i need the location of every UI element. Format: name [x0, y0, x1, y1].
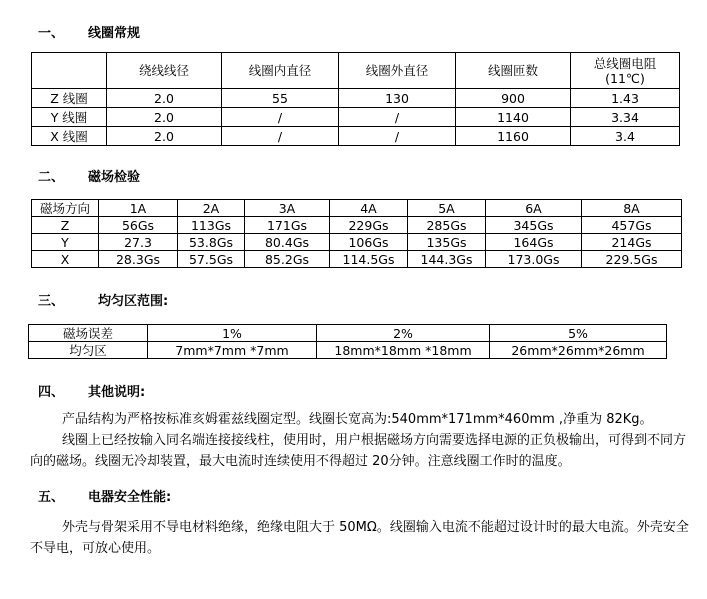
table-cell: Z — [32, 217, 99, 234]
uniform-region-table — [28, 324, 667, 359]
table-cell: 3.34 — [571, 108, 680, 127]
table-cell: 173.0Gs — [486, 251, 582, 268]
table-cell: 229Gs — [330, 217, 408, 234]
table-cell: 1.43 — [571, 89, 680, 108]
notes-line-1: 产品结构为严格按标准亥姆霍兹线圈定型。线圈长宽高为:540mm*171mm*460mm ,净重为 82Kg。 — [62, 412, 653, 427]
table-cell: 26mm*26mm*26mm — [490, 342, 667, 359]
table-cell: 57.5Gs — [178, 251, 245, 268]
table-cell: / — [339, 127, 456, 146]
header-cell: 6A — [486, 200, 582, 217]
table-cell: 3.4 — [571, 127, 680, 146]
table-cell: Y 线圈 — [32, 108, 107, 127]
section-number: 五、 — [38, 490, 65, 505]
table-cell: 80.4Gs — [245, 234, 330, 251]
table-cell: / — [222, 127, 339, 146]
table-cell: 1140 — [456, 108, 571, 127]
header-cell: 总线圈电阻 (11℃) — [571, 53, 680, 89]
table-row — [32, 217, 682, 234]
safety-text: 外壳与骨架采用不导电材料绝缘，绝缘电阻大于 50MΩ。线圈输入电流不能超过设计时的最大电流。外壳安全不导电，可放心使用。 — [30, 520, 689, 556]
table-cell: 164Gs — [486, 234, 582, 251]
table-header-row — [29, 325, 667, 342]
table-cell: 171Gs — [245, 217, 330, 234]
table-cell: 144.3Gs — [408, 251, 486, 268]
section-title: 其他说明: — [88, 385, 146, 400]
table-cell: 114.5Gs — [330, 251, 408, 268]
header-cell: 8A — [582, 200, 682, 217]
section-title: 电器安全性能: — [88, 490, 172, 505]
table-header-row — [32, 53, 680, 89]
header-cell: 磁场方向 — [32, 200, 99, 217]
table-cell: 27.3 — [99, 234, 178, 251]
coil-spec-table — [31, 52, 680, 146]
table-cell: 85.2Gs — [245, 251, 330, 268]
safety-paragraph — [30, 517, 690, 559]
table-cell: 55 — [222, 89, 339, 108]
table-row — [29, 342, 667, 359]
table-row — [32, 251, 682, 268]
table-cell: 2.0 — [107, 108, 222, 127]
table-header-row — [32, 200, 682, 217]
table-cell: 130 — [339, 89, 456, 108]
table-cell: 135Gs — [408, 234, 486, 251]
header-cell: 线圈外直径 — [339, 53, 456, 89]
header-cell: 2% — [317, 325, 490, 342]
table-cell: 53.8Gs — [178, 234, 245, 251]
table-cell: X — [32, 251, 99, 268]
table-cell: / — [222, 108, 339, 127]
table-cell: / — [339, 108, 456, 127]
header-cell: 绕线线径 — [107, 53, 222, 89]
header-cell: 5% — [490, 325, 667, 342]
table-cell: Y — [32, 234, 99, 251]
table-cell: 113Gs — [178, 217, 245, 234]
section-title: 均匀区范围: — [98, 294, 169, 309]
table-row — [32, 89, 680, 108]
section-number: 一、 — [38, 26, 65, 41]
header-cell: 5A — [408, 200, 486, 217]
section-title: 线圈常规 — [88, 26, 141, 41]
section-2-heading — [38, 166, 140, 185]
table-cell: 1160 — [456, 127, 571, 146]
table-cell: 7mm*7mm *7mm — [148, 342, 317, 359]
section-5-heading — [38, 486, 171, 505]
table-cell: X 线圈 — [32, 127, 107, 146]
table-cell: Z 线圈 — [32, 89, 107, 108]
section-title: 磁场检验 — [88, 170, 141, 185]
table-cell: 214Gs — [582, 234, 682, 251]
table-cell: 900 — [456, 89, 571, 108]
table-row — [32, 127, 680, 146]
table-cell: 56Gs — [99, 217, 178, 234]
section-4-heading — [38, 381, 145, 400]
header-cell: 2A — [178, 200, 245, 217]
table-cell: 285Gs — [408, 217, 486, 234]
notes-paragraph — [30, 409, 690, 472]
table-cell: 18mm*18mm *18mm — [317, 342, 490, 359]
header-cell: 1A — [99, 200, 178, 217]
table-row — [32, 108, 680, 127]
table-row — [32, 234, 682, 251]
header-cell: 3A — [245, 200, 330, 217]
table-cell: 106Gs — [330, 234, 408, 251]
header-cell: 线圈匝数 — [456, 53, 571, 89]
table-cell: 2.0 — [107, 127, 222, 146]
field-test-table — [31, 199, 682, 268]
table-cell: 457Gs — [582, 217, 682, 234]
header-cell: 1% — [148, 325, 317, 342]
table-cell: 28.3Gs — [99, 251, 178, 268]
table-cell: 229.5Gs — [582, 251, 682, 268]
section-number: 三、 — [38, 294, 65, 309]
notes-line-2: 线圈上已经按输入同名端连接接线柱，使用时，用户根据磁场方向需要选择电源的正负极输出，可得到不同方向的磁场。线圈无冷却装置，最大电流时连续使用不得超过 20分钟。注意线圈工作时的温度。 — [30, 433, 687, 469]
table-cell: 345Gs — [486, 217, 582, 234]
section-number: 二、 — [38, 170, 65, 185]
section-number: 四、 — [38, 385, 65, 400]
section-1-heading — [38, 22, 140, 41]
header-cell — [32, 53, 107, 89]
table-cell: 2.0 — [107, 89, 222, 108]
header-cell: 磁场误差 — [29, 325, 148, 342]
table-cell: 均匀区 — [29, 342, 148, 359]
section-3-heading — [38, 290, 168, 309]
header-cell: 线圈内直径 — [222, 53, 339, 89]
header-cell: 4A — [330, 200, 408, 217]
